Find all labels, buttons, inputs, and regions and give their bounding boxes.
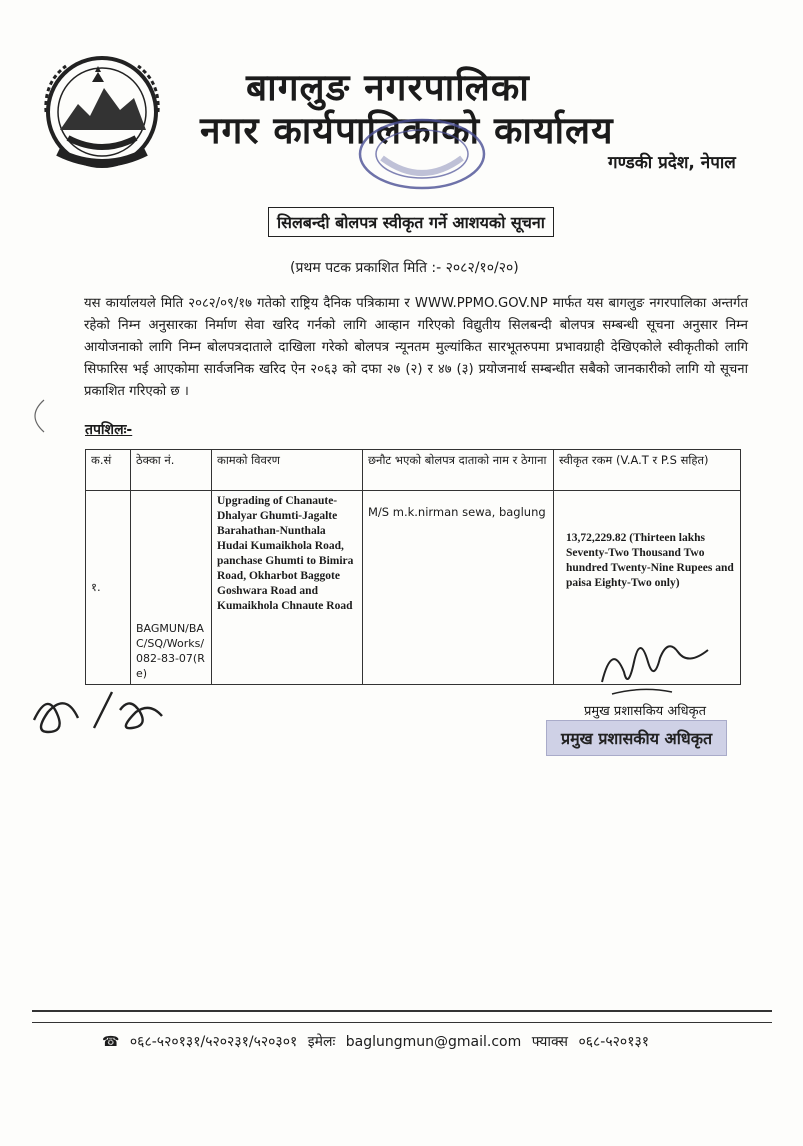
cell-description bbox=[212, 491, 363, 685]
header-sn: क.सं bbox=[86, 450, 131, 491]
office-seal-icon bbox=[352, 118, 492, 198]
cell-contract-no bbox=[131, 491, 212, 685]
province-label: गण्डकी प्रदेश, नेपाल bbox=[608, 153, 736, 173]
scan-artifact-icon bbox=[24, 396, 48, 436]
handwritten-mark-icon bbox=[24, 680, 174, 740]
phone-icon: ☎ bbox=[102, 1034, 120, 1050]
cell-bidder bbox=[363, 491, 554, 685]
sn-value: १. bbox=[91, 580, 101, 594]
details-label: तपशिलः- bbox=[85, 422, 133, 438]
footer-rule-bottom bbox=[32, 1022, 772, 1023]
signature-icon bbox=[592, 632, 722, 702]
footer-rule-top bbox=[32, 1010, 772, 1012]
header-description: कामको विवरण bbox=[212, 450, 363, 491]
footer-fax-label: फ्याक्स bbox=[531, 1034, 569, 1050]
footer-email-label: इमेलः bbox=[307, 1034, 336, 1050]
header-amount: स्वीकृत रकम (V.A.T र P.S सहित) bbox=[554, 450, 741, 491]
cell-sn bbox=[86, 491, 131, 685]
contract-no-value: BAGMUN/BAC/SQ/Works/082-83-07(Re) bbox=[136, 622, 205, 680]
bidder-value: M/S m.k.nirman sewa, baglung bbox=[368, 505, 546, 519]
officer-stamp: प्रमुख प्रशासकीय अधिकृत bbox=[546, 720, 727, 756]
municipality-name: बागलुङ नगरपालिका bbox=[246, 66, 530, 109]
office-name: नगर कार्यपालिकाको कार्यालय bbox=[200, 109, 614, 152]
officer-title: प्रमुख प्रशासकिय अधिकृत bbox=[584, 704, 707, 719]
description-value: Upgrading of Chanaute-Dhalyar Ghumti-Jagalte Barahathan-Nunthala Hudai Kumaikhola Road, panchase Ghumti to Bimira Road, Okharbot Baggote Goshwara Road and Kumaikhola Chnaute Road bbox=[217, 495, 354, 612]
header-bidder: छनौट भएको बोलपत्र दाताको नाम र ठेगाना bbox=[363, 450, 554, 491]
footer-email[interactable]: baglungmun@gmail.com bbox=[345, 1034, 522, 1050]
nepal-emblem-icon bbox=[38, 52, 166, 170]
footer-phone: ०६८-५२०१३१/५२०२३१/५२०३०१ bbox=[129, 1034, 298, 1050]
footer-contact bbox=[102, 1032, 655, 1051]
notice-title: सिलबन्दी बोलपत्र स्वीकृत गर्ने आशयको सूचना bbox=[268, 207, 554, 237]
table-header-row bbox=[86, 450, 741, 491]
footer-fax: ०६८-५२०१३१ bbox=[578, 1034, 650, 1050]
first-published-date: (प्रथम पटक प्रकाशित मिति :- २०८२/१०/२०) bbox=[290, 260, 519, 276]
notice-body: यस कार्यालयले मिति २०८२/०९/१७ गतेको राष्ट्रिय दैनिक पत्रिकामा र WWW.PPMO.GOV.NP मार्फत यस बागलुङ नगरपालिका अन्तर्गत रहेको निम्न अनुसारका निर्माण सेवा खरिद गर्नको लागि आव्हान गरिएको विद्युतीय सिलबन्दी बोलपत्र सम्बन्धी सूचना अनुसार निम्न आयोजनाको लागि निम्न बोलपत्रदाताले दाखिला गरेको बोलपत्र न्यूनतम मुल्यांकित सारभूतरुपमा प्रभावग्राही देखिएकोले स्वीकृतीको लागि सिफारिस भई आएकोमा सार्वजनिक खरिद ऐन २०६३ को दफा २७ (२) र ४७ (३) प्रयोजनार्थ सम्बन्धीत सबैको जानकारीको लागि यो सूचना प्रकाशित गरिएको छ । bbox=[84, 296, 748, 399]
amount-value: 13,72,229.82 (Thirteen lakhs Seventy-Two Thousand Two hundred Twenty-Nine Rupees and paisa Eighty-Two only) bbox=[566, 532, 734, 589]
header-contract-no: ठेक्का नं. bbox=[131, 450, 212, 491]
